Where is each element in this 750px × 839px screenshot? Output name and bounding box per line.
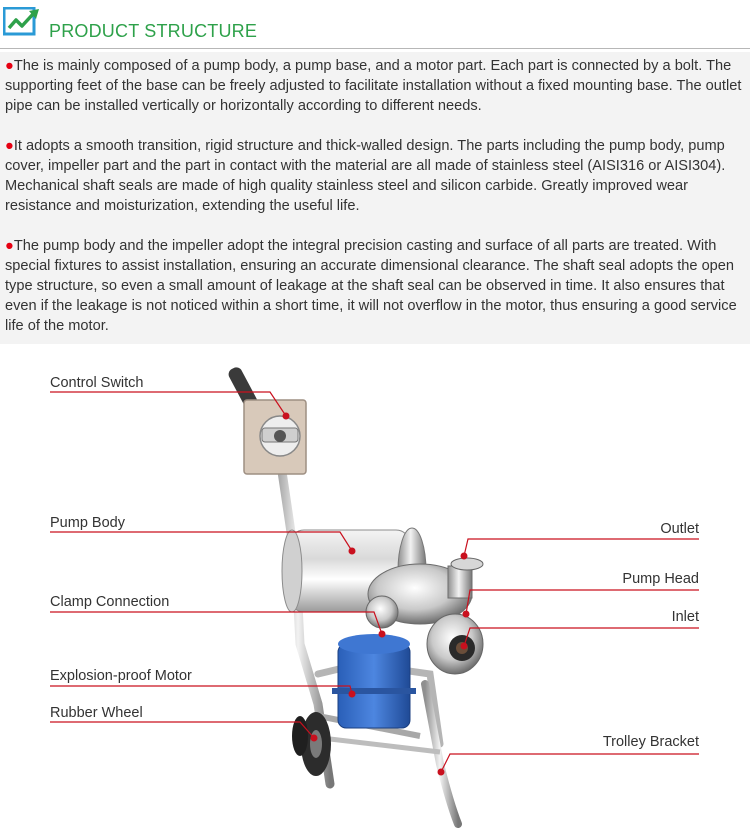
label-control-switch: Control Switch — [50, 375, 144, 391]
brand-logo-icon — [3, 7, 41, 41]
label-pump-body: Pump Body — [50, 515, 125, 531]
description-panel — [0, 52, 750, 344]
header-divider — [0, 48, 750, 49]
label-inlet: Inlet — [671, 609, 699, 625]
label-clamp-connection: Clamp Connection — [50, 594, 170, 610]
label-trolley-bracket: Trolley Bracket — [602, 734, 699, 750]
paragraph-text: The is mainly composed of a pump body, a pump base, and a motor part. Each part is connected by a bolt. The supporting feet of the base can be freely adjusted to facilitate installation without a fixed mounting base. The outlet pipe can be installed vertically or horizontally according to different needs. — [5, 58, 742, 114]
section-header — [0, 0, 750, 50]
label-pump-head: Pump Head — [622, 571, 699, 587]
bullet-icon: ● — [5, 238, 14, 254]
paragraph-3 — [5, 236, 750, 336]
label-rubber-wheel: Rubber Wheel — [50, 705, 143, 721]
paragraph-1 — [5, 56, 750, 116]
paragraph-text: It adopts a smooth transition, rigid structure and thick-walled design. The parts including the pump body, pump cover, impeller part and the part in contact with the material are all made of stainless steel (AISI316 or AISI304). Mechanical shaft seals are made of high quality stainless steel and silicon carbide. Greatly improved wear resistance and moisturization, extending the useful life. — [5, 138, 726, 214]
bullet-icon: ● — [5, 58, 14, 74]
control-switch — [226, 365, 306, 474]
label-outlet: Outlet — [660, 521, 699, 537]
pump-diagram — [0, 344, 750, 834]
label-explosion-proof-motor: Explosion-proof Motor — [50, 668, 192, 684]
bullet-icon: ● — [5, 138, 14, 154]
section-title: PRODUCT STRUCTURE — [49, 21, 258, 41]
paragraph-2 — [5, 136, 750, 216]
explosion-proof-motor — [332, 634, 416, 728]
pump-illustration — [0, 344, 750, 834]
paragraph-text: The pump body and the impeller adopt the integral precision casting and surface of all parts are treated. With special fixtures to assist installation, ensuring an accurate dimensional clearance. The shaft seal adopts the open type structure, so even a small amount of leakage at the shaft seal can be observed in time. It also ensures that even if the leakage is not noticed within a short time, it will not overflow in the motor, thus ensuring a good service life of the motor. — [5, 238, 737, 334]
